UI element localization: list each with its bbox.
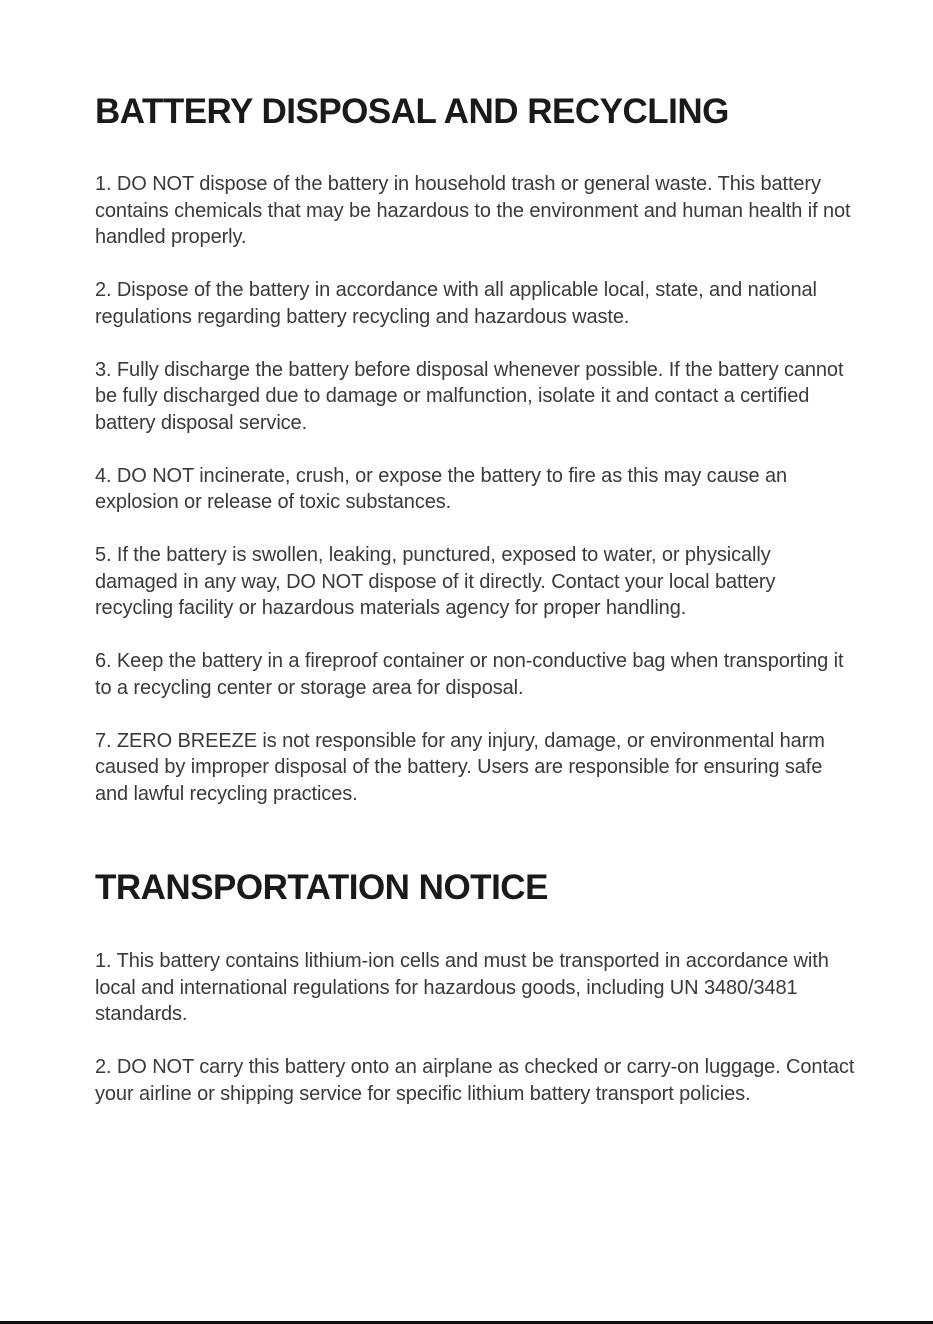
section-heading: BATTERY DISPOSAL AND RECYCLING bbox=[95, 92, 729, 131]
list-item: 3. Fully discharge the battery before disposal whenever possible. If the battery cannot be fully discharged due to damage or malfunction, isolate it and contact a certified battery disposal service. bbox=[95, 358, 844, 434]
list-item: 1. This battery contains lithium-ion cells and must be transported in accordance with local and international regulations for hazardous goods, including UN 3480/3481 standards. bbox=[95, 950, 829, 1026]
list-item: 2. Dispose of the battery in accordance with all applicable local, state, and national regulations regarding battery recycling and hazardous waste. bbox=[95, 279, 817, 328]
list-item: 6. Keep the battery in a fireproof container or non-conductive bag when transporting it to a recycling center or storage area for disposal. bbox=[95, 650, 844, 699]
list-item: 1. DO NOT dispose of the battery in household trash or general waste. This battery contains chemicals that may be hazardous to the environment and human health if not handled properly. bbox=[95, 173, 851, 249]
list-item: 4. DO NOT incinerate, crush, or expose the battery to fire as this may cause an explosion or release of toxic substances. bbox=[95, 464, 788, 514]
list-item: 5. If the battery is swollen, leaking, punctured, exposed to water, or physically damaged in any way, DO NOT dispose of it directly. Contact your local battery recycling facility or hazardous materials agency for proper handling. bbox=[95, 544, 776, 620]
disposal-instructions-list bbox=[95, 171, 855, 808]
battery-disposal-section bbox=[95, 90, 855, 808]
transportation-notice-section bbox=[95, 866, 855, 1108]
list-item: 2. DO NOT carry this battery onto an airplane as checked or carry-on luggage. Contact your airline or shipping service for specific lithium battery transport policies. bbox=[95, 1056, 855, 1105]
section-heading: TRANSPORTATION NOTICE bbox=[95, 868, 548, 907]
list-item: 7. ZERO BREEZE is not responsible for any injury, damage, or environmental harm caused by improper disposal of the battery. Users are responsible for ensuring safe and lawful recycling practices. bbox=[95, 729, 825, 805]
transportation-instructions-list bbox=[95, 948, 855, 1108]
